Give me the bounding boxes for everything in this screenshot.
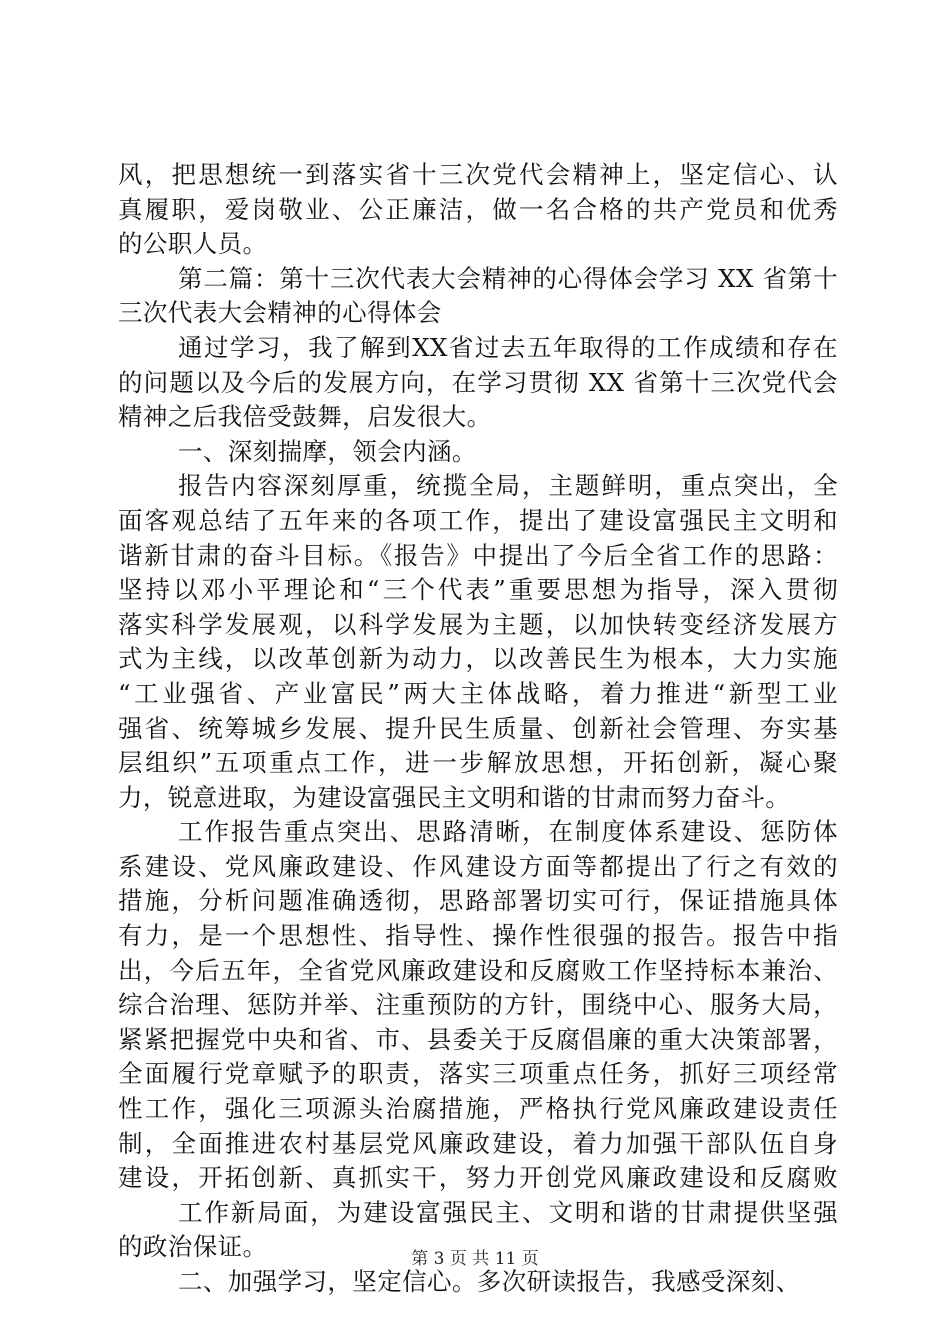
text-line: 层组织”五项重点工作，进一步解放思想，开拓创新，凝心聚 bbox=[118, 748, 838, 778]
text-line: 工作报告重点突出、思路清晰，在制度体系建设、惩防体 bbox=[178, 817, 838, 847]
subheading-line: 一、深刻揣摩，领会内涵。 bbox=[178, 436, 477, 466]
page-footer: 第 3 页 共 11 页 bbox=[411, 1249, 539, 1269]
text-line: 出，今后五年，全省党风廉政建设和反腐败工作坚持标本兼治、 bbox=[118, 955, 838, 985]
text-line: 精神之后我倍受鼓舞，启发很大。 bbox=[118, 402, 492, 432]
section-heading-line: 三次代表大会精神的心得体会 bbox=[118, 298, 442, 328]
text-line: 性工作，强化三项源头治腐措施，严格执行党风廉政建设责任 bbox=[118, 1094, 838, 1124]
text-line: 工作新局面，为建设富强民主、文明和谐的甘肃提供坚强 bbox=[178, 1197, 838, 1227]
text-line: 制，全面推进农村基层党风廉政建设，着力加强干部队伍自身 bbox=[118, 1128, 838, 1158]
text-line: 综合治理、惩防并举、注重预防的方针，围绕中心、服务大局， bbox=[118, 990, 838, 1020]
text-line: 真履职，爱岗敬业、公正廉洁，做一名合格的共产党员和优秀 bbox=[118, 194, 838, 224]
text-line: 报告内容深刻厚重，统揽全局，主题鲜明，重点突出，全 bbox=[178, 471, 838, 501]
text-line: 落实科学发展观，以科学发展为主题，以加快转变经济发展方 bbox=[118, 609, 838, 639]
text-line: 二、加强学习，坚定信心。多次研读报告，我感受深刻、 bbox=[178, 1267, 801, 1296]
text-line: 式为主线，以改革创新为动力，以改善民生为根本，大力实施 bbox=[118, 644, 838, 674]
text-line: 系建设、党风廉政建设、作风建设方面等都提出了行之有效的 bbox=[118, 851, 838, 881]
text-line: 全面履行党章赋予的职责，落实三项重点任务，抓好三项经常 bbox=[118, 1059, 838, 1089]
text-line: 强省、统筹城乡发展、提升民生质量、创新社会管理、夯实基 bbox=[118, 713, 838, 743]
text-line: 面客观总结了五年来的各项工作，提出了建设富强民主文明和 bbox=[118, 505, 838, 535]
text-line: 通过学习，我了解到XX省过去五年取得的工作成绩和存在 bbox=[178, 332, 838, 362]
section-heading-line: 第二篇：第十三次代表大会精神的心得体会学习 XX 省第十 bbox=[178, 263, 838, 293]
document-body bbox=[118, 158, 838, 1300]
text-line: 措施，分析问题准确透彻，思路部署切实可行，保证措施具体 bbox=[118, 886, 838, 916]
text-line: “工业强省、产业富民”两大主体战略，着力推进“新型工业 bbox=[118, 678, 838, 708]
text-line: 建设，开拓创新、真抓实干，努力开创党风廉政建设和反腐败 bbox=[118, 1163, 838, 1193]
text-line: 的问题以及今后的发展方向，在学习贯彻 XX 省第十三次党代会 bbox=[118, 367, 838, 397]
text-line: 紧紧把握党中央和省、市、县委关于反腐倡廉的重大决策部署， bbox=[118, 1024, 838, 1054]
text-line: 的政治保证。 bbox=[118, 1232, 268, 1262]
text-line: 风，把思想统一到落实省十三次党代会精神上，坚定信心、认 bbox=[118, 160, 838, 189]
text-line: 谐新甘肃的奋斗目标。《报告》中提出了今后全省工作的思路： bbox=[118, 540, 838, 570]
text-line: 的公职人员。 bbox=[118, 229, 268, 259]
text-line: 力，锐意进取，为建设富强民主文明和谐的甘肃而努力奋斗。 bbox=[118, 782, 791, 812]
text-line: 坚持以邓小平理论和“三个代表”重要思想为指导，深入贯彻 bbox=[118, 575, 838, 605]
text-line: 有力，是一个思想性、指导性、操作性很强的报告。报告中指 bbox=[118, 921, 838, 951]
